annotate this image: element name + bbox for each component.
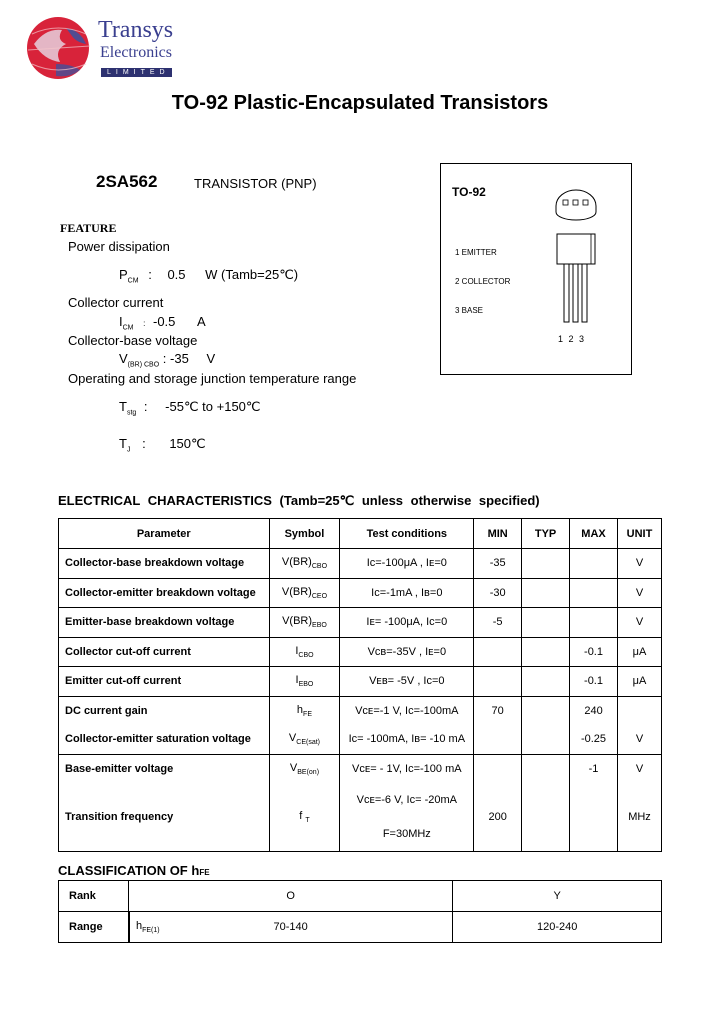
min-cell: -35 (474, 549, 522, 579)
typ-cell (522, 725, 570, 754)
condition-cell: Vᴄᴇ= - 1V, Iᴄ=-100 mA (340, 754, 474, 783)
vcbo-value: -35 (170, 351, 189, 366)
symbol-sub: CEO (311, 592, 328, 600)
range-y: 120-240 (453, 912, 662, 943)
icm-unit: A (197, 314, 206, 329)
symbol-text: V(BR) (281, 585, 312, 598)
tj-value: 150℃ (169, 436, 206, 451)
pcm-sep: : (148, 267, 152, 282)
symbol-sub: CBO (298, 651, 314, 659)
ec-table (58, 518, 662, 852)
symbol-cell (269, 783, 340, 852)
feature-heading: FEATURE (60, 221, 117, 235)
min-cell: 70 (474, 696, 522, 725)
vcbo-unit: V (206, 351, 216, 366)
param-cell: Collector-emitter breakdown voltage (59, 578, 270, 608)
rank-y: Y (453, 881, 662, 912)
param-cell: Emitter-base breakdown voltage (59, 608, 270, 638)
ec-header-symbol: Symbol (269, 519, 340, 549)
typ-cell (522, 696, 570, 725)
classification-title-text: CLASSIFICATION OF h (58, 863, 200, 878)
icm-symbol: I (119, 314, 123, 329)
icm-line (119, 314, 206, 332)
table-row (59, 696, 662, 725)
tj-line (119, 436, 206, 454)
rank-o: O (128, 881, 452, 912)
condition-cell: Vᴇʙ= -5V , Iᴄ=0 (340, 667, 474, 697)
max-cell: -0.1 (570, 667, 618, 697)
table-row (59, 578, 662, 608)
symbol-text: V(BR) (281, 556, 312, 569)
pin-3-label: 3 BASE (455, 306, 484, 315)
ec-title: ELECTRICAL CHARACTERISTICS (Tamb=25℃ unless otherwise specified) (58, 493, 540, 508)
collector-current-label: Collector current (68, 295, 164, 310)
classification-title-sub: FE (199, 868, 210, 877)
pcm-symbol: P (119, 267, 128, 282)
table-row (59, 608, 662, 638)
classification-table (58, 880, 662, 943)
symbol-sub: FE (303, 710, 312, 718)
icm-sub: CM (122, 324, 134, 332)
param-cell: Collector cut-off current (59, 637, 270, 667)
symbol-sub: T (305, 817, 310, 825)
ec-header-min: MIN (474, 519, 522, 549)
page-title: TO-92 Plastic-Encapsulated Transistors (171, 92, 549, 114)
symbol-text: I (295, 644, 299, 657)
tstg-line (119, 399, 261, 417)
symbol-cell (269, 578, 340, 608)
symbol-cell (269, 667, 340, 697)
brand-name: Transys (98, 17, 174, 43)
ec-header-typ: TYP (522, 519, 570, 549)
part-type: TRANSISTOR (PNP) (194, 176, 317, 191)
pcm-sub: CM (127, 277, 139, 285)
condition-cell: Iᴇ= -100μA, Iᴄ=0 (340, 608, 474, 638)
vcbo-sub: (BR) CBO (127, 361, 160, 369)
range-row (59, 912, 662, 943)
min-cell (474, 667, 522, 697)
typ-cell (522, 754, 570, 783)
tj-sep: : (142, 436, 146, 451)
tj-symbol: T (119, 436, 127, 451)
table-row (59, 667, 662, 697)
brand-subtitle: Electronics (100, 44, 172, 61)
max-cell (570, 783, 618, 852)
unit-cell: MHz (617, 783, 661, 852)
max-cell: -0.25 (570, 725, 618, 754)
symbol-sub: BE(on) (297, 768, 320, 776)
brand-limited: LIMITED (101, 68, 172, 77)
table-row (59, 725, 662, 754)
condition-cell: Iᴄ=-1mA , Iʙ=0 (340, 578, 474, 608)
pin-1-label: 1 EMITTER (455, 248, 497, 257)
classification-title (58, 863, 210, 878)
package-diagram (440, 163, 632, 375)
pcm-value: 0.5 (167, 267, 186, 282)
param-cell: Base-emitter voltage (59, 754, 270, 783)
condition-cell: Iᴄ=-100μA , Iᴇ=0 (340, 549, 474, 579)
symbol-cell (269, 696, 340, 725)
symbol-text: I (295, 674, 299, 687)
max-cell: -1 (570, 754, 618, 783)
unit-cell: V (617, 754, 661, 783)
vcbo-label: Collector-base voltage (68, 333, 198, 348)
typ-cell (522, 549, 570, 579)
tstg-sub: stg (126, 409, 137, 417)
max-cell: -0.1 (570, 637, 618, 667)
unit-cell: V (617, 725, 661, 754)
unit-cell: μA (617, 667, 661, 697)
max-cell (570, 578, 618, 608)
company-logo (26, 14, 186, 84)
table-row (59, 637, 662, 667)
tstg-value: -55℃ to +150℃ (165, 399, 261, 414)
symbol-text: h (296, 703, 304, 716)
condition-cell (340, 783, 474, 852)
symbol-text: V(BR) (282, 615, 313, 628)
min-cell: -5 (474, 608, 522, 638)
range-o-cell (128, 912, 452, 943)
symbol-sub: EBO (312, 622, 327, 630)
vcbo-symbol: V (119, 351, 128, 366)
range-symbol (129, 912, 160, 942)
symbol-cell (269, 608, 340, 638)
condition-cell: Vᴄʙ=-35V , Iᴇ=0 (340, 637, 474, 667)
table-row (59, 754, 662, 783)
ft-condition-1: Vᴄᴇ=-6 V, Iᴄ= -20mA (356, 794, 457, 806)
range-symbol-sub: FE(1) (142, 927, 160, 935)
unit-cell (617, 696, 661, 725)
ec-header-unit: UNIT (617, 519, 661, 549)
vcbo-line (119, 351, 215, 369)
tj-sub: J (126, 446, 131, 454)
table-row (59, 783, 662, 852)
tstg-sep: : (143, 399, 148, 414)
symbol-cell (269, 637, 340, 667)
part-number: 2SA562 (96, 172, 158, 191)
range-o: 70-140 (273, 921, 308, 933)
max-cell (570, 549, 618, 579)
unit-cell: V (617, 549, 661, 579)
range-label: Range (59, 912, 129, 943)
icm-value: -0.5 (153, 314, 176, 329)
ec-header-parameter: Parameter (59, 519, 270, 549)
rank-row (59, 881, 662, 912)
max-cell (570, 608, 618, 638)
min-cell (474, 754, 522, 783)
package-name: TO-92 (452, 185, 486, 199)
ec-header-row (59, 519, 662, 549)
symbol-sub: CBO (311, 563, 328, 571)
unit-cell: V (617, 608, 661, 638)
typ-cell (522, 783, 570, 852)
power-label: Power dissipation (68, 239, 170, 254)
tstg-symbol: T (119, 399, 127, 414)
pcm-unit: W (Tamb=25℃) (205, 267, 299, 282)
param-cell: DC current gain (59, 696, 270, 725)
min-cell (474, 637, 522, 667)
param-cell: Transition frequency (59, 783, 270, 852)
param-cell: Collector-emitter saturation voltage (59, 725, 270, 754)
rank-label: Rank (59, 881, 129, 912)
min-cell (474, 725, 522, 754)
symbol-text: V (288, 732, 297, 745)
max-cell: 240 (570, 696, 618, 725)
symbol-sub: CE(sat) (296, 739, 320, 747)
range-symbol-text: h (135, 920, 143, 932)
param-cell: Emitter cut-off current (59, 667, 270, 697)
icm-sep: : (143, 319, 146, 328)
unit-cell: μA (617, 637, 661, 667)
temp-range-label: Operating and storage junction temperature range (68, 371, 357, 386)
typ-cell (522, 608, 570, 638)
symbol-text: f (299, 809, 303, 822)
condition-cell: Vᴄᴇ=-1 V, Iᴄ=-100mA (340, 696, 474, 725)
min-cell: -30 (474, 578, 522, 608)
param-cell: Collector-base breakdown voltage (59, 549, 270, 579)
typ-cell (522, 637, 570, 667)
ft-condition-2: F=30MHz (382, 828, 431, 840)
vcbo-sep: : (162, 351, 167, 366)
symbol-cell (269, 754, 340, 783)
condition-cell: Iᴄ= -100mA, Iʙ= -10 mA (340, 725, 474, 754)
symbol-text: V (289, 761, 298, 774)
transistor-outline-icon (551, 186, 601, 328)
typ-cell (522, 667, 570, 697)
ec-header-max: MAX (570, 519, 618, 549)
globe-icon (26, 14, 96, 84)
min-cell: 200 (474, 783, 522, 852)
pin-2-label: 2 COLLECTOR (455, 277, 511, 286)
pin-numbers: 1 2 3 (558, 334, 585, 344)
unit-cell: V (617, 578, 661, 608)
symbol-cell (269, 725, 340, 754)
table-row (59, 549, 662, 579)
symbol-cell (269, 549, 340, 579)
ec-header-conditions: Test conditions (340, 519, 474, 549)
pcm-line (119, 267, 298, 285)
typ-cell (522, 578, 570, 608)
symbol-sub: EBO (298, 681, 314, 689)
